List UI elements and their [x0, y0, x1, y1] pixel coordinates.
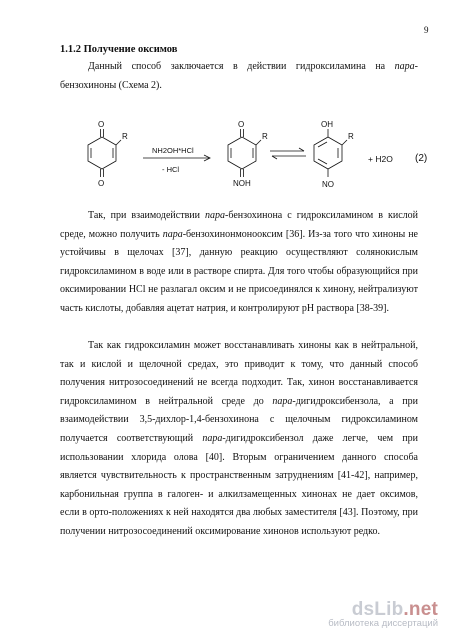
p1-text-3: -бензохинонмонооксим [36]. Из-за того что хиноны не устойчивы в щелочах [37], данную реакцию осуществляют солянокислым гидроксиламином в воде или в растворе спирта. Для того чтобы образующийся при оксимировании HCl не разлагал оксим и не присоединялся к хинону, нейтрализуют часть кислоты, добавляя ацетат натрия, и контролируют pH раствора [38-39].	[60, 228, 418, 314]
label-oh: OH	[321, 120, 333, 129]
p1-italic-2: пара	[162, 228, 183, 240]
watermark-logo-main: dsLib	[351, 599, 404, 620]
label-noh: NOH	[233, 179, 251, 188]
label-r-2: R	[262, 132, 268, 141]
p2-italic-2: пара	[202, 432, 223, 444]
reagent-top: NH2OH*HCl	[152, 146, 194, 155]
intro-italic-para: пара	[394, 61, 415, 72]
intro-text-1: Данный способ заключается в действии гидроксиламина на	[88, 61, 395, 72]
p2-text-2: -дигидроксибензола, а при взаимодействии 3,5-дихлор-1,4-бензохинона с щелочным гидроксиламином получается соответствующий	[60, 395, 418, 444]
watermark-tagline: библиотека диссертаций	[328, 618, 438, 629]
intro-text-2: -бензохиноны (Схема 2).	[60, 61, 418, 91]
reaction-scheme-drawing	[70, 115, 440, 195]
byproduct-water: + H2O	[368, 154, 393, 164]
paragraph-1	[60, 207, 418, 319]
p2-italic-1: пара	[272, 395, 293, 407]
p1-text-1: Так, при взаимодействии	[88, 210, 206, 221]
label-o-top-2: O	[238, 120, 245, 129]
label-o-bottom-1: O	[98, 179, 105, 188]
intro-paragraph	[60, 58, 418, 95]
section-title: 1.1.2 Получение оксимов	[60, 44, 178, 55]
label-r-1: R	[122, 132, 128, 141]
p2-text-3: -дигидроксибензол даже легче, чем при использовании хлорида олова [40]. Вторым ограничением данного способа является чувствительность к пространственным затруднениям [41-42], например, карбонильная группа в галоген- и алкилзамещенных хинонах не дает оксимов, если в орто-положениях к ней находятся два любых заместителя [43]. Поэтому, при получении нитрозосоединений оксимирование хинонов используют редко.	[60, 432, 418, 537]
label-o-top-1: O	[98, 120, 105, 129]
reagent-bottom: - HCl	[162, 165, 180, 174]
label-r-3: R	[348, 132, 354, 141]
paragraph-2	[60, 337, 418, 542]
label-no: NO	[322, 180, 334, 189]
scheme-number: (2)	[415, 153, 428, 164]
p1-italic-1: пара	[205, 210, 226, 221]
reaction-scheme	[70, 115, 440, 195]
page-number: 9	[424, 25, 429, 35]
p2-text-1: Так как гидроксиламин может восстанавливать хиноны как в нейтральной, так и кислой и щелочной средах, это приводит к тому, что данный способ получения нитрозосоединений не всегда подходит. Так, хинон восстанавливается гидроксиламином в нейтральной среде до	[60, 340, 418, 407]
p1-text-2: -бензохинона с гидроксиламином в кислой среде, можно получить	[60, 210, 418, 240]
watermark	[328, 599, 438, 629]
watermark-logo-accent: .net	[403, 599, 438, 620]
